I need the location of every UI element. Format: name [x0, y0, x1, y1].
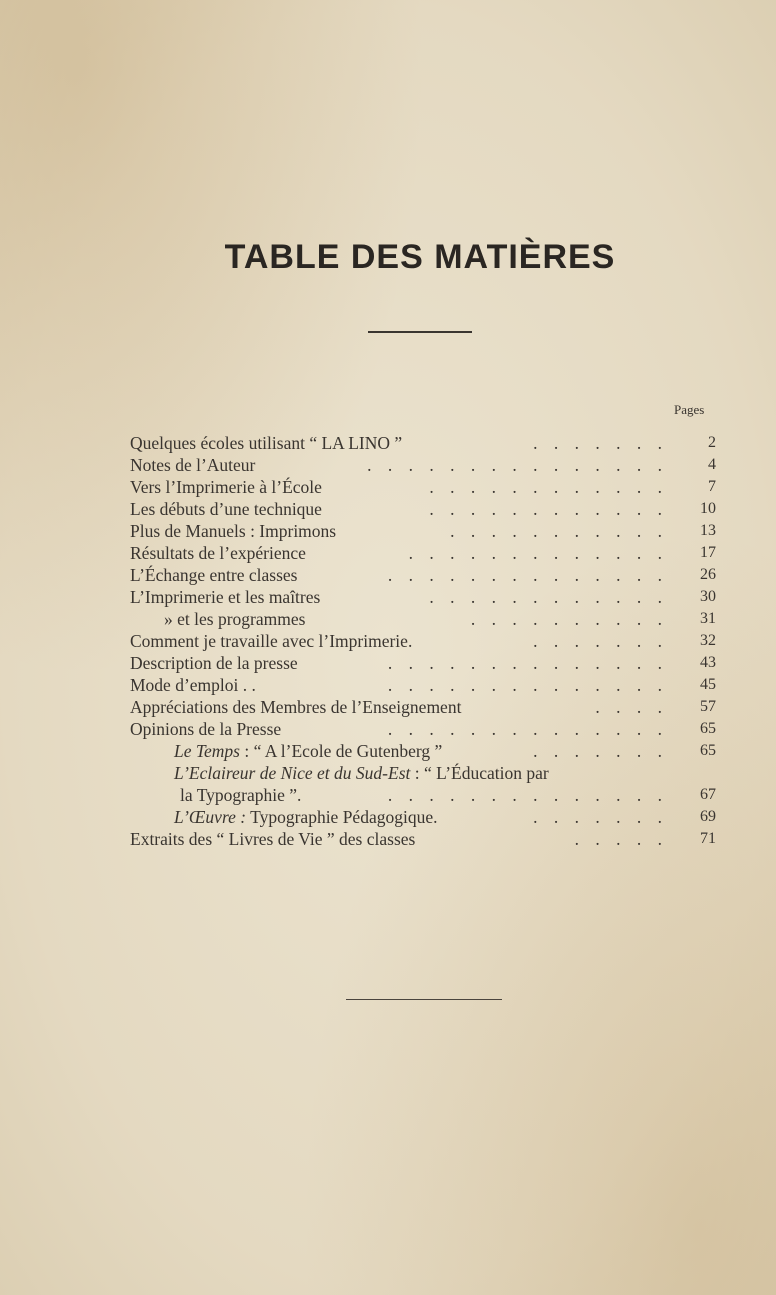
toc-entry-leader: . . . .: [595, 697, 668, 717]
toc-entry-label: Résultats de l’expérience: [130, 543, 306, 563]
toc-entry-page: 57: [700, 698, 716, 715]
toc-entry: [130, 674, 716, 696]
toc-entry: [130, 784, 716, 806]
toc-entry-leader: . . . . . . .: [533, 631, 668, 651]
toc-entry-page: 32: [700, 632, 716, 649]
toc-entry: [130, 608, 716, 630]
toc-entry-leader: . . . . . . . . . . . . . .: [387, 653, 668, 673]
toc-entry: [130, 454, 716, 476]
toc-entry-label: Extraits des “ Livres de Vie ” des classes: [130, 829, 416, 849]
title-divider: [368, 331, 472, 333]
toc-entry-leader: . . . . . . . . . . . .: [429, 477, 668, 497]
toc-entry-leader: . . . . . . .: [533, 807, 668, 827]
toc-entry-label: Quelques écoles utilisant “ LA LINO ”: [130, 433, 403, 453]
toc-entry: [130, 740, 716, 762]
publication-title: Le Temps: [174, 741, 240, 761]
toc-entry-label-rest: : “ L’Éducation par: [410, 763, 549, 783]
toc-entry-leader: . . . . . . . . . . .: [450, 521, 668, 541]
toc-entry-label: [174, 762, 549, 784]
toc-entry-page: 31: [700, 610, 716, 627]
toc-entry-label: » et les programmes: [164, 609, 306, 629]
toc-entry-leader: . . . . . . . . . . . . . .: [387, 719, 668, 739]
toc-entry-label: Notes de l’Auteur: [130, 455, 256, 475]
toc-entry-page: 10: [700, 500, 716, 517]
toc-entry-page: 67: [700, 786, 716, 803]
toc-entry-label: la Typographie ”.: [180, 785, 302, 805]
toc-entry: [130, 828, 716, 850]
toc-entry-label: Mode d’emploi . .: [130, 675, 256, 695]
toc-entry-label-rest: Typographie Pédagogique.: [246, 807, 438, 827]
toc-entry-label-rest: : “ A l’Ecole de Gutenberg ”: [239, 741, 443, 761]
toc-entry: [130, 652, 716, 674]
toc-entry-label: L’Imprimerie et les maîtres: [130, 587, 321, 607]
toc-entry-page: 26: [700, 566, 716, 583]
toc-entry: [130, 564, 716, 586]
toc-entry-page: 65: [700, 720, 716, 737]
toc-entry-label: [174, 806, 437, 828]
toc-entry: [130, 432, 716, 454]
toc-entry-label: [174, 740, 442, 762]
toc-entry-leader: . . . . . . . . . . . . . .: [387, 785, 668, 805]
bottom-divider: [346, 999, 502, 1000]
toc-entry-label: Description de la presse: [130, 653, 298, 673]
toc-entry: [130, 762, 716, 784]
toc-entry: [130, 476, 716, 498]
toc-entry: [130, 630, 716, 652]
publication-title: L’Œuvre :: [174, 807, 247, 827]
toc-entry-label: Comment je travaille avec l’Imprimerie.: [130, 631, 413, 651]
toc-entry-page: 65: [700, 742, 716, 759]
toc-entry-label: L’Échange entre classes: [130, 565, 298, 585]
toc-entry: [130, 806, 716, 828]
page-title: TABLE DES MATIÈRES: [224, 238, 616, 276]
toc-entry-leader: . . . . . . . . . . . . . .: [387, 675, 668, 695]
toc-entry-label: Appréciations des Membres de l’Enseignement: [130, 697, 462, 717]
publication-title: L’Eclaireur de Nice et du Sud-Est: [174, 763, 411, 783]
toc-entry-page: 45: [700, 676, 716, 693]
toc-entry-label: Opinions de la Presse: [130, 719, 282, 739]
toc-entry-leader: . . . . . . . . . . . .: [429, 499, 668, 519]
toc-entry-label: Plus de Manuels : Imprimons: [130, 521, 337, 541]
toc-entry: [130, 498, 716, 520]
toc-entry-page: 43: [700, 654, 716, 671]
toc-entry-page: 7: [708, 478, 716, 495]
toc-entry-page: 71: [700, 830, 716, 847]
toc-entry-leader: . . . . . . . . . . . .: [429, 587, 668, 607]
pages-column-header: Pages: [674, 402, 705, 417]
toc-entry-leader: . . . . . . . . . . . . . .: [387, 565, 668, 585]
toc-entry: [130, 696, 716, 718]
toc-entry-leader: . . . . . . . . . . . . .: [408, 543, 668, 563]
toc-entry: [130, 586, 716, 608]
toc-entry-label: Vers l’Imprimerie à l’École: [130, 477, 322, 497]
toc-entry-page: 2: [708, 434, 716, 451]
toc-entry-leader: . . . . .: [574, 829, 668, 849]
toc-entry-page: 17: [700, 544, 716, 561]
toc-entry-page: 4: [708, 456, 716, 473]
toc-entry: [130, 520, 716, 542]
toc-entry-leader: . . . . . . .: [533, 741, 668, 761]
toc-entry-page: 69: [700, 808, 716, 825]
toc-entry-page: 30: [700, 588, 716, 605]
toc-entry: [130, 718, 716, 740]
table-of-contents: [130, 432, 716, 850]
toc-entry-label: Les débuts d’une technique: [130, 499, 322, 519]
toc-entry-leader: . . . . . . . . . .: [470, 609, 668, 629]
toc-entry-leader: . . . . . . .: [533, 433, 668, 453]
toc-entry-page: 13: [700, 522, 716, 539]
toc-entry-leader: . . . . . . . . . . . . . . .: [367, 455, 668, 475]
toc-entry: [130, 542, 716, 564]
